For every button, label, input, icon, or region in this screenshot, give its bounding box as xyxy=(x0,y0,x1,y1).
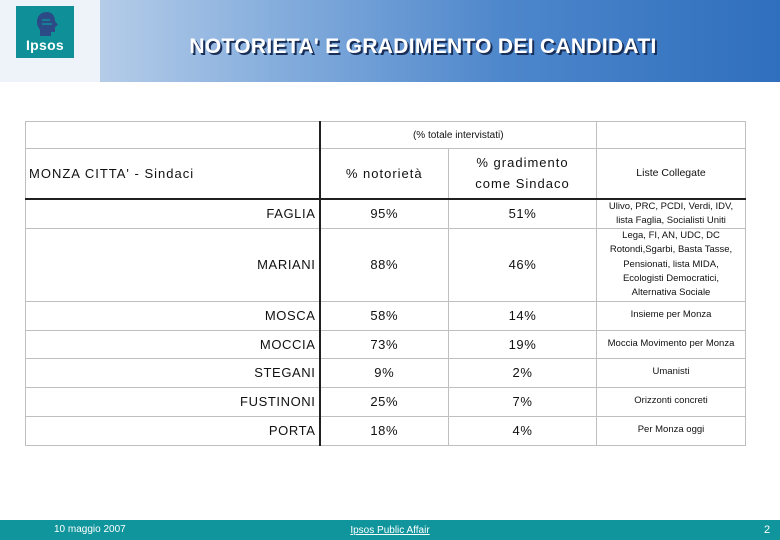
ipsos-logo xyxy=(16,6,74,58)
liste-line: lista Faglia, Socialisti Uniti xyxy=(616,214,726,226)
candidate-name: FAGLIA xyxy=(26,199,320,229)
gradimento-value: 19% xyxy=(449,330,597,358)
gradimento-value: 46% xyxy=(449,229,597,301)
liste-collegate xyxy=(597,229,746,301)
liste-line: Moccia Movimento per Monza xyxy=(607,337,735,349)
liste-line: Per Monza oggi xyxy=(637,424,705,436)
liste-line: Ulivo, PRC, PCDI, Verdi, IDV, xyxy=(608,200,734,212)
candidates-table xyxy=(25,121,746,446)
gradimento-value: 14% xyxy=(449,301,597,330)
footer-center xyxy=(0,525,780,536)
col-gradimento-line2: come Sindaco xyxy=(475,176,570,192)
notorieta-value: 58% xyxy=(320,301,449,330)
liste-line: Alternativa Sociale xyxy=(631,287,711,299)
table-row xyxy=(26,416,746,445)
header-banner xyxy=(0,0,780,82)
liste-line: Umanisti xyxy=(652,366,690,378)
table-row xyxy=(26,301,746,330)
liste-collegate xyxy=(597,416,746,445)
candidate-name: MARIANI xyxy=(26,229,320,301)
candidate-name: FUSTINONI xyxy=(26,387,320,416)
ipsos-head-icon xyxy=(34,10,60,38)
table-row xyxy=(26,199,746,229)
liste-line: Ecologisti Democratici, xyxy=(622,272,720,284)
liste-line: Lega, FI, AN, UDC, DC xyxy=(622,230,720,242)
footer-date: 10 maggio 2007 xyxy=(54,524,126,535)
col-notorieta-header: % notorietà xyxy=(320,149,449,199)
candidate-name: STEGANI xyxy=(26,358,320,387)
table-subheader: (% totale intervistati) xyxy=(320,122,597,149)
row-label-header: MONZA CITTA' - Sindaci xyxy=(26,149,320,199)
gradimento-value: 51% xyxy=(449,199,597,229)
candidate-name: PORTA xyxy=(26,416,320,445)
page-number: 2 xyxy=(764,524,771,536)
liste-line: Orizzonti concreti xyxy=(634,395,708,407)
candidate-name: MOCCIA xyxy=(26,330,320,358)
notorieta-value: 88% xyxy=(320,229,449,301)
col-gradimento-line1: % gradimento xyxy=(476,155,569,171)
table-row xyxy=(26,229,746,301)
table-subheader-row xyxy=(26,122,746,149)
logo-text: Ipsos xyxy=(25,37,65,53)
candidate-name: MOSCA xyxy=(26,301,320,330)
notorieta-value: 18% xyxy=(320,416,449,445)
gradimento-value: 7% xyxy=(449,387,597,416)
page-title: NOTORIETA' E GRADIMENTO DEI CANDIDATI xyxy=(189,35,657,58)
liste-collegate xyxy=(597,301,746,330)
liste-collegate xyxy=(597,358,746,387)
empty-header-cell xyxy=(597,122,746,149)
table-row xyxy=(26,330,746,358)
col-gradimento-header xyxy=(449,149,597,199)
footer-center-link[interactable]: Ipsos Public Affair xyxy=(350,525,430,536)
liste-collegate xyxy=(597,387,746,416)
gradimento-value: 2% xyxy=(449,358,597,387)
liste-collegate xyxy=(597,199,746,229)
gradimento-value: 4% xyxy=(449,416,597,445)
footer-bar xyxy=(0,520,780,540)
notorieta-value: 73% xyxy=(320,330,449,358)
col-liste-header: Liste Collegate xyxy=(597,149,746,199)
liste-line: Pensionati, lista MIDA, xyxy=(623,258,719,270)
notorieta-value: 95% xyxy=(320,199,449,229)
liste-line: Insieme per Monza xyxy=(630,309,712,321)
empty-header-cell xyxy=(26,122,320,149)
table-row xyxy=(26,358,746,387)
table-row xyxy=(26,387,746,416)
liste-line: Rotondi,Sgarbi, Basta Tasse, xyxy=(609,244,733,256)
notorieta-value: 25% xyxy=(320,387,449,416)
table-header-row xyxy=(26,149,746,199)
notorieta-value: 9% xyxy=(320,358,449,387)
liste-collegate xyxy=(597,330,746,358)
